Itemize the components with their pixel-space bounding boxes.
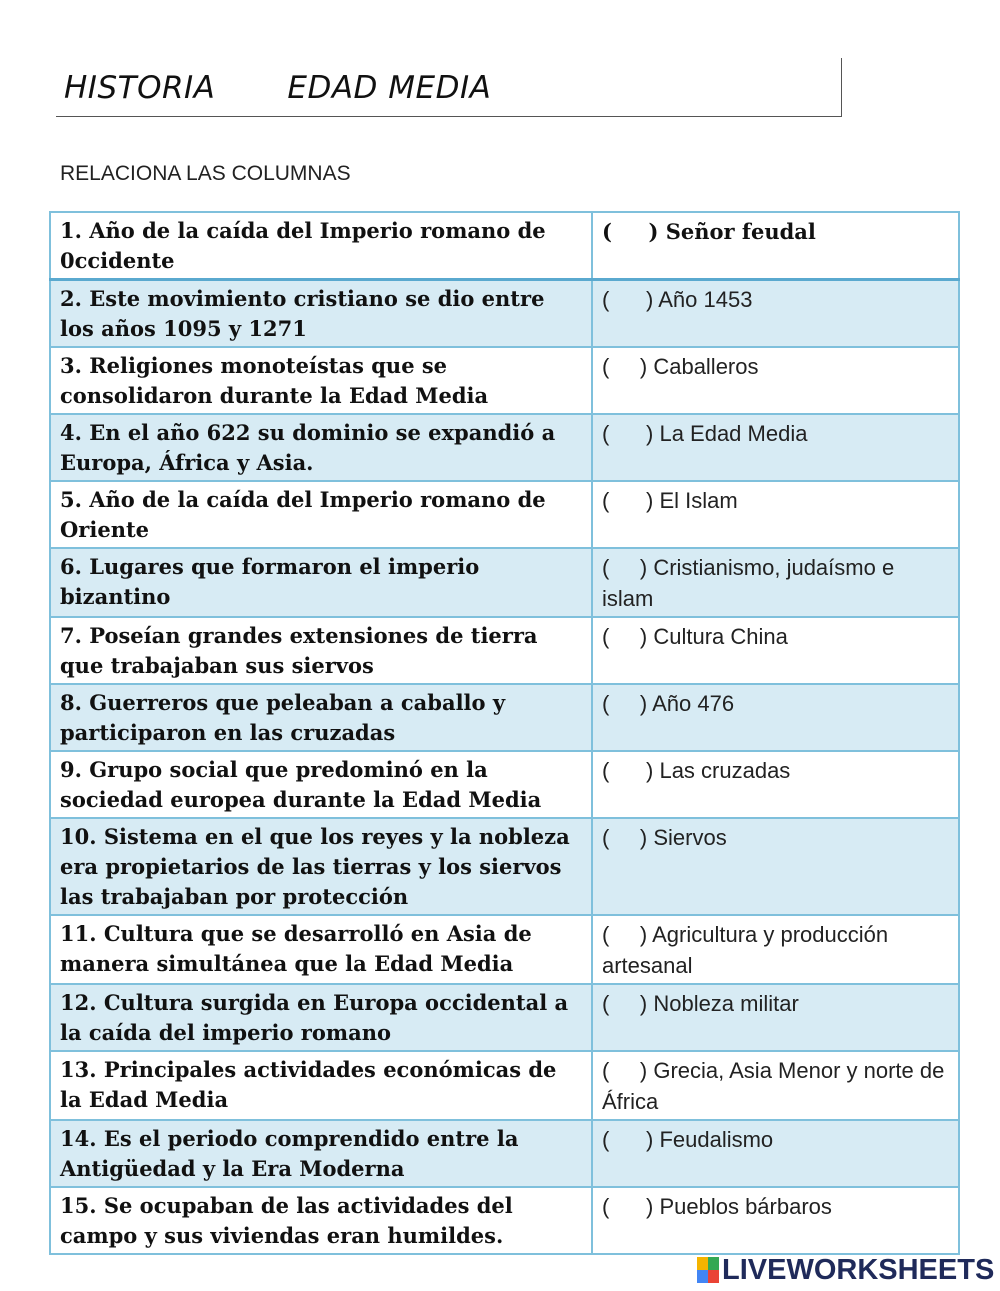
question-cell: 3. Religiones monoteístas que se consolidaron durante la Edad Media	[50, 347, 592, 414]
table-row	[50, 1051, 959, 1120]
question-cell: 8. Guerreros que peleaban a caballo y participaron en las cruzadas	[50, 684, 592, 751]
answer-blank[interactable]: (	[602, 1058, 610, 1083]
answer-blank[interactable]: (	[602, 922, 610, 947]
answer-text: ) Cultura China	[639, 624, 788, 649]
question-cell: 2. Este movimiento cristiano se dio entre los años 1095 y 1271	[50, 280, 592, 348]
topic-label: EDAD MEDIA	[287, 70, 492, 106]
answer-blank[interactable]: (	[602, 1127, 610, 1152]
table-row	[50, 347, 959, 414]
matching-table	[49, 211, 960, 1255]
table-row	[50, 212, 959, 280]
subject-label: HISTORIA	[64, 70, 216, 106]
answer-blank[interactable]: (	[602, 555, 610, 580]
question-cell: 6. Lugares que formaron el imperio bizantino	[50, 548, 592, 617]
answer-blank[interactable]: (	[602, 991, 610, 1016]
question-cell: 9. Grupo social que predominó en la sociedad europea durante la Edad Media	[50, 751, 592, 818]
question-cell: 7. Poseían grandes extensiones de tierra que trabajaban sus siervos	[50, 617, 592, 684]
answer-cell[interactable]	[592, 751, 959, 818]
answer-text: ) Feudalismo	[646, 1127, 774, 1152]
answer-text: ) Señor feudal	[648, 219, 816, 244]
question-cell: 11. Cultura que se desarrolló en Asia de manera simultánea que la Edad Media	[50, 915, 592, 984]
answer-text: ) Las cruzadas	[646, 758, 791, 783]
answer-blank[interactable]: (	[602, 287, 610, 312]
answer-cell[interactable]	[592, 617, 959, 684]
answer-blank[interactable]: (	[602, 488, 610, 513]
question-cell: 13. Principales actividades económicas de la Edad Media	[50, 1051, 592, 1120]
question-cell: 14. Es el periodo comprendido entre la Antigüedad y la Era Moderna	[50, 1120, 592, 1187]
logo-text: LIVEWORKSHEETS	[722, 1253, 995, 1286]
table-row	[50, 1187, 959, 1254]
answer-blank[interactable]: (	[602, 354, 610, 379]
answer-text: ) Pueblos bárbaros	[646, 1194, 832, 1219]
table-row	[50, 1120, 959, 1187]
answer-cell[interactable]	[592, 915, 959, 984]
table-row	[50, 915, 959, 984]
table-row	[50, 684, 959, 751]
table-row	[50, 751, 959, 818]
answer-blank[interactable]: (	[602, 1194, 610, 1219]
question-cell: 12. Cultura surgida en Europa occidental a la caída del imperio romano	[50, 984, 592, 1051]
answer-text: ) Agricultura y producción artesanal	[602, 922, 889, 978]
answer-cell[interactable]	[592, 481, 959, 548]
answer-blank[interactable]: (	[602, 421, 610, 446]
answer-text: ) Caballeros	[639, 354, 759, 379]
instruction-text: RELACIONA LAS COLUMNAS	[60, 162, 351, 185]
question-cell: 15. Se ocupaban de las actividades del campo y sus viviendas eran humildes.	[50, 1187, 592, 1254]
answer-cell[interactable]	[592, 684, 959, 751]
table-row	[50, 984, 959, 1051]
worksheet-header	[56, 58, 842, 117]
table-row	[50, 617, 959, 684]
answer-blank[interactable]: (	[602, 624, 610, 649]
answer-blank[interactable]: (	[602, 825, 610, 850]
answer-text: ) Siervos	[639, 825, 727, 850]
answer-cell[interactable]	[592, 818, 959, 915]
answer-cell[interactable]	[592, 212, 959, 280]
answer-cell[interactable]	[592, 548, 959, 617]
worksheet-title	[64, 70, 491, 106]
question-cell: 5. Año de la caída del Imperio romano de Oriente	[50, 481, 592, 548]
answer-cell[interactable]	[592, 414, 959, 481]
answer-blank[interactable]: (	[602, 219, 612, 244]
answer-cell[interactable]	[592, 1051, 959, 1120]
liveworksheets-logo-icon	[697, 1257, 719, 1283]
answer-cell[interactable]	[592, 1187, 959, 1254]
question-cell: 4. En el año 622 su dominio se expandió a Europa, África y Asia.	[50, 414, 592, 481]
answer-blank[interactable]: (	[602, 758, 610, 783]
answer-cell[interactable]	[592, 280, 959, 348]
liveworksheets-logo	[697, 1254, 994, 1286]
table-row	[50, 481, 959, 548]
question-cell: 10. Sistema en el que los reyes y la nobleza era propietarios de las tierras y los siervos las trabajaban por protección	[50, 818, 592, 915]
answer-blank[interactable]: (	[602, 691, 610, 716]
answer-text: ) Año 1453	[646, 287, 753, 312]
question-cell: 1. Año de la caída del Imperio romano de 0ccidente	[50, 212, 592, 280]
answer-cell[interactable]	[592, 1120, 959, 1187]
table-row	[50, 818, 959, 915]
answer-text: ) Cristianismo, judaísmo e islam	[602, 555, 895, 611]
answer-text: ) La Edad Media	[646, 421, 808, 446]
answer-text: ) Año 476	[639, 691, 735, 716]
answer-text: ) Grecia, Asia Menor y norte de África	[602, 1058, 945, 1114]
answer-text: ) Nobleza militar	[639, 991, 799, 1016]
answer-cell[interactable]	[592, 984, 959, 1051]
table-row	[50, 548, 959, 617]
answer-text: ) El Islam	[646, 488, 738, 513]
answer-cell[interactable]	[592, 347, 959, 414]
table-row	[50, 280, 959, 348]
table-row	[50, 414, 959, 481]
